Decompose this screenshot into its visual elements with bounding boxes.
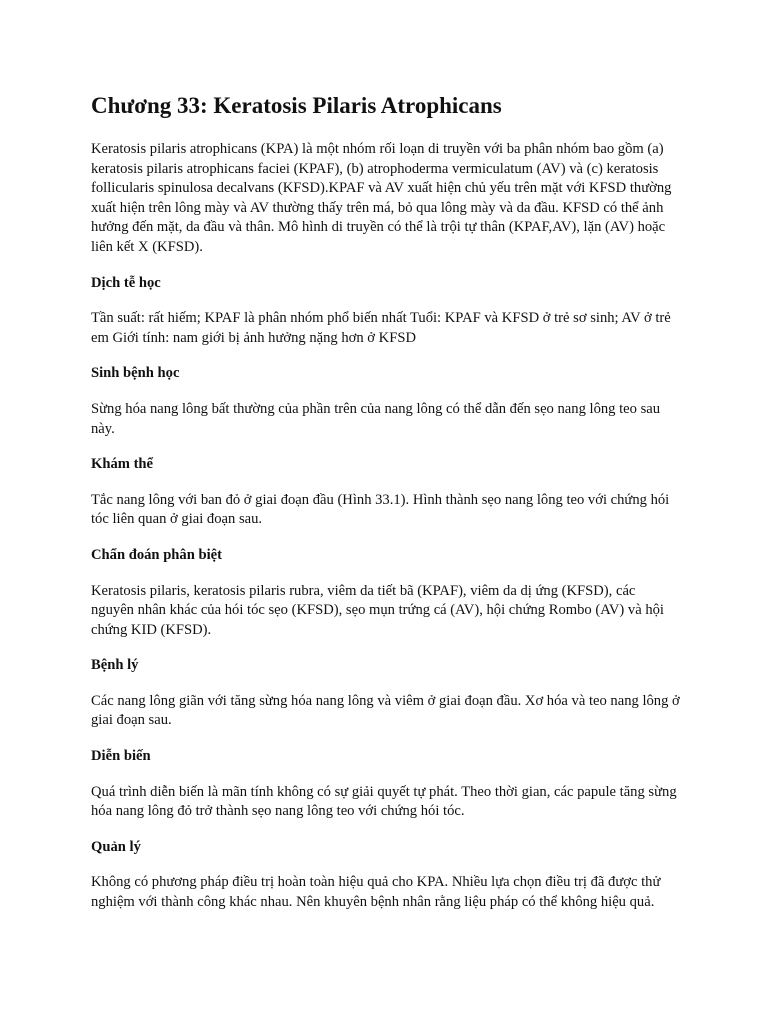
section-heading: Khám thể <box>91 456 154 473</box>
section-text: Tắc nang lông với ban đỏ ở giai đoạn đầu (Hình 33.1). Hình thành sẹo nang lông teo với chứng hói tóc liên quan ở giai đoạn sau. <box>91 491 670 528</box>
section-heading: Chẩn đoán phân biệt <box>91 546 222 563</box>
section-pathogenesis <box>91 364 681 439</box>
section-differential-diagnosis <box>91 546 681 640</box>
section-pathology <box>91 656 681 731</box>
section-text: Sừng hóa nang lông bất thường của phần trên của nang lông có thể dẫn đến sẹo nang lông teo sau này. <box>91 400 661 437</box>
section-text: Tần suất: rất hiếm; KPAF là phân nhóm phổ biến nhất Tuổi: KPAF và KFSD ở trẻ sơ sinh; AV ở trẻ em Giới tính: nam giới bị ảnh hưởng nặng hơn ở KFSD <box>91 310 671 346</box>
section-physical-exam <box>91 455 681 530</box>
section-heading: Bệnh lý <box>91 657 139 674</box>
section-heading: Sinh bệnh học <box>91 365 180 382</box>
section-course <box>91 747 681 822</box>
section-heading: Diễn biến <box>91 748 151 765</box>
section-management <box>91 838 681 913</box>
section-text: Không có phương pháp điều trị hoàn toàn hiệu quả cho KPA. Nhiều lựa chọn điều trị đã được thử nghiệm với thành công khác nhau. Nên khuyên bệnh nhân rằng liệu pháp có thể không hiệu quả. <box>91 874 661 911</box>
intro-paragraph: Keratosis pilaris atrophicans (KPA) là một nhóm rối loạn di truyền với ba phân nhóm bao gồm (a) keratosis pilaris atrophicans faciei (KPAF), (b) atrophoderma vermiculatum (AV) và (c) keratosis follicularis spinulosa decalvans (KFSD).KPAF và AV xuất hiện chủ yếu trên mặt với KFSD thường xuất hiện trên lông mày và AV thường thấy trên má, bỏ qua lông mày và da đầu. KFSD có thể ảnh hưởng đến mặt, da đầu và thân. Mô hình di truyền có thể là trội tự thân (KPAF,AV), lặn (AV) hoặc liên kết X (KFSD). <box>91 141 672 255</box>
section-epidemiology <box>91 274 681 349</box>
section-heading: Quản lý <box>91 838 141 855</box>
document-page <box>91 92 681 929</box>
section-text: Quá trình diễn biến là mãn tính không có sự giải quyết tự phát. Theo thời gian, các papule tăng sừng hóa nang lông đỏ trở thành sẹo nang lông teo với chứng hói tóc. <box>91 783 677 820</box>
section-text: Keratosis pilaris, keratosis pilaris rubra, viêm da tiết bã (KPAF), viêm da dị ứng (KFSD), các nguyên nhân khác của hói tóc sẹo (KFSD), sẹo mụn trứng cá (AV), hội chứng Rombo (AV) và hội chứng KID (KFSD). <box>91 582 664 638</box>
section-text: Các nang lông giãn với tăng sừng hóa nang lông và viêm ở giai đoạn đầu. Xơ hóa và teo nang lông ở giai đoạn sau. <box>91 692 680 729</box>
page-title: Chương 33: Keratosis Pilaris Atrophicans <box>91 93 502 118</box>
section-heading: Dịch tễ học <box>91 274 161 291</box>
